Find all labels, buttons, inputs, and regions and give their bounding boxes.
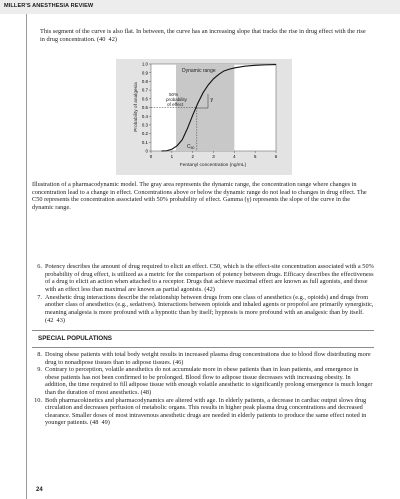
running-head: MILLER'S ANESTHESIA REVIEW [4, 3, 94, 9]
page-number: 24 [36, 487, 43, 493]
list-item [32, 366, 374, 396]
list-item [32, 294, 374, 324]
y-tick-label: 1.0 [141, 61, 148, 67]
intro-paragraph: This segment of the curve is also flat. In between, the curve has an increasing slope that tracks the rise in drug effect with the rise in drug concentration. (40 42) [40, 28, 366, 43]
y-tick-label: 0.7 [141, 87, 148, 93]
list-item-text: Both pharmacokinetics and pharmacodynamics are altered with age. In elderly patients, a decrease in cardiac output slows drug circulation and decreases perfusion of metabolic organs. This results in higher peak plasma drug concentrations and decreased clearance. Smaller doses of most intravenous anesthetic drugs are needed in elderly patients to produce the same effect noted in younger patients. (48 49) [45, 396, 367, 427]
x-tick-label: 6 [274, 154, 278, 159]
y-tick-label: 0.4 [141, 113, 148, 119]
list-item-text: Anesthetic drug interactions describe the relationship between drugs from one class of anesthetics (e.g., opioids) and drugs from another class of anesthetics (e.g., sedatives). Interactions between opioids and inhaled agents or propofol are primarily synergistic, meaning analgesia is more profound with a hypnotic than by itself; hypnosis is more profound with an analgesic than by itself. (42 43) [45, 293, 374, 324]
probability-label-line3: of effect [167, 102, 184, 107]
pharmacodynamic-chart [116, 59, 292, 175]
y-tick-label: 0.8 [141, 79, 148, 84]
numbered-list-special-populations [32, 351, 374, 427]
c50-label-sub: 50 [190, 146, 195, 150]
list-item-number: 9. [37, 366, 42, 374]
list-item [32, 263, 374, 293]
x-tick-label: 5 [253, 154, 257, 159]
list-item [32, 397, 374, 427]
y-tick-label: 0.2 [141, 131, 148, 137]
x-axis-title: Fentanyl concentration (ng/mL) [179, 163, 247, 168]
numbered-list-pharmacodynamics [32, 263, 374, 324]
list-item-number: 8. [37, 351, 42, 358]
section-rule-bottom [32, 347, 374, 348]
list-item-text: Potency describes the amount of drug required to elicit an effect. C50, which is the effect-site concentration associated with a 50% probability of drug effect, is utilized as a metric for the comparison of potency between drugs. Efficacy describes the effectiveness of a drug to elicit an action when attached to a receptor. Drugs that achieve maximal effect are known as full agonists, and those with an effect less than maximal are known as partial agonists. (42) [45, 263, 374, 293]
x-tick-label: 1 [170, 154, 174, 159]
list-item-number: 7. [37, 293, 42, 301]
margin-rule [26, 14, 27, 499]
probability-label-line1: 50% [169, 92, 179, 97]
list-item-text: Dosing obese patients with total body weight results in increased plasma drug concentrations due to blood flow distributing more drug to nonadipose tissues than to adipose tissues. (46) [45, 351, 371, 366]
pharmacodynamic-figure [116, 59, 292, 175]
header-bar [0, 0, 400, 14]
list-item-text: Contrary to perception, volatile anesthetics do not accumulate more in obese patients than in lean patients, and emergence in obese patients has not been confirmed to be prolonged. Blood flow to adipose tissue decreases with increasing obesity. In addition, the time required to fill adipose tissue with enough volatile anesthetic to significantly prolong emergence is much longer than the duration of most anesthetics. (48) [45, 366, 373, 396]
probability-label-line2: probability [166, 97, 187, 102]
y-tick-label: 0.9 [141, 70, 148, 76]
section-heading: SPECIAL POPULATIONS [38, 335, 112, 342]
x-tick-label: 3 [212, 154, 215, 159]
y-tick-label: 0.3 [141, 122, 148, 128]
figure-caption: Illustration of a pharmacodynamic model. The gray area represents the dynamic range, the concentration range where changes in concentration lead to a change in effect. Concentrations above or below the dynamic range do not lead to changes in drug effect. The C50 represents the concentration associated with 50% probability of effect. Gamma (γ) represents the slope of the curve in the dynamic range. [32, 181, 367, 211]
y-tick-label: 0.6 [141, 96, 148, 102]
section-rule-top [32, 330, 374, 331]
y-tick-label: 0.1 [141, 139, 148, 145]
list-item [32, 351, 374, 366]
x-tick-label: 2 [191, 154, 194, 159]
gamma-label: γ [210, 97, 214, 103]
c50-label-main: C [187, 144, 191, 150]
list-item-number: 10. [34, 396, 42, 404]
x-tick-label: 0 [149, 154, 153, 159]
y-tick-label: 0.5 [141, 105, 148, 111]
y-tick-label: 0 [145, 148, 148, 154]
y-axis-title: Probability of analgesia [134, 82, 139, 132]
list-item-number: 6. [37, 263, 42, 270]
dynamic-range-label: Dynamic range [182, 68, 216, 74]
x-tick-label: 4 [233, 154, 236, 159]
